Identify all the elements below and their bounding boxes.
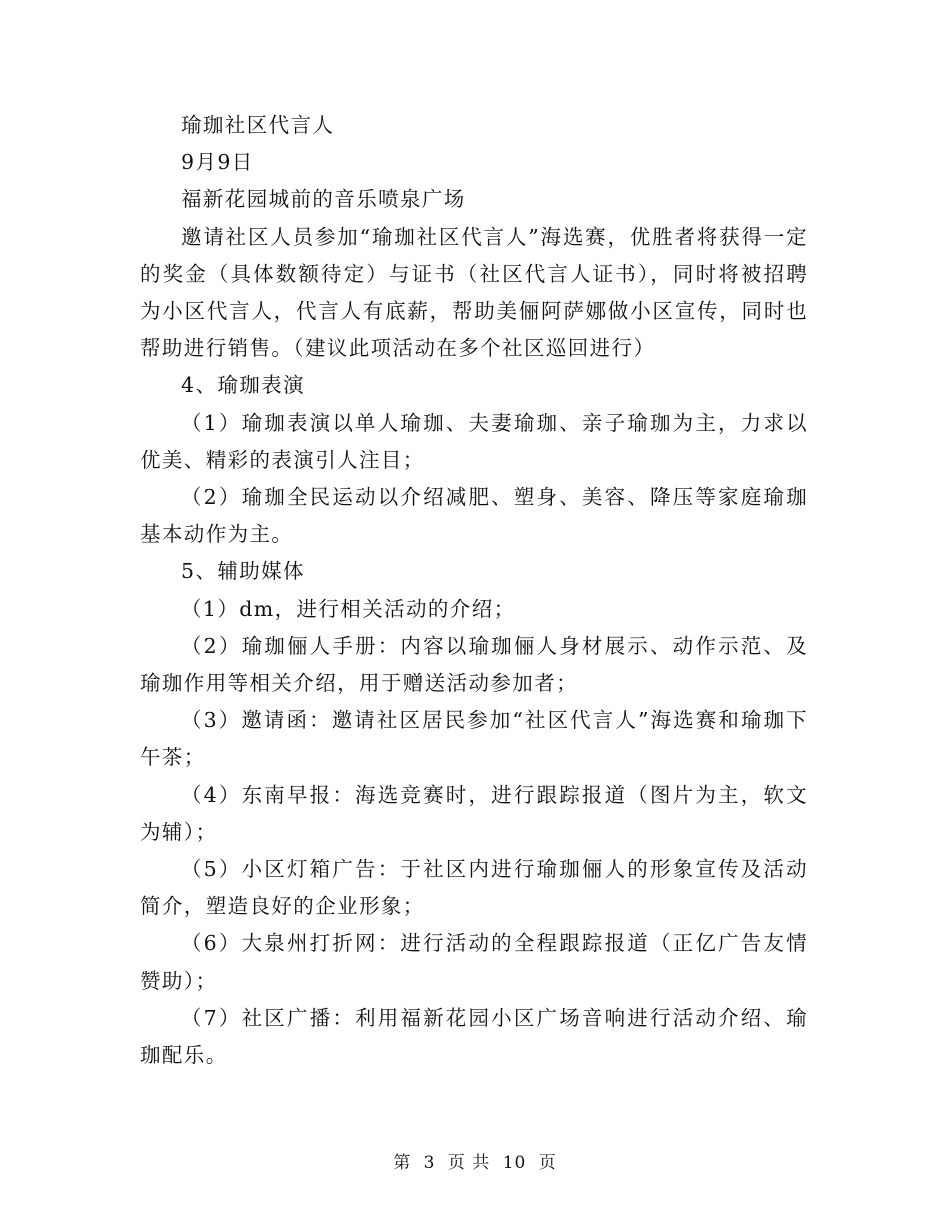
event-date: 9月9日: [181, 150, 254, 175]
list-item: （1）dm，进行相关活动的介绍；: [181, 596, 516, 621]
list-item: （1）瑜珈表演以单人瑜珈、夫妻瑜珈、亲子瑜珈为主，力求以优美、精彩的表演引人注目；: [140, 410, 808, 472]
event-description: 邀请社区人员参加“瑜珈社区代言人”海选赛，优胜者将获得一定的奖金（具体数额待定）与证书（社区代言人证书），同时将被招聘为小区代言人，代言人有底薪，帮助美俪阿萨娜做小区宣传，同时也帮助进行销售。（建议此项活动在多个社区巡回进行）: [140, 224, 808, 361]
list-item: （3）邀请函：邀请社区居民参加“社区代言人”海选赛和瑜珈下午茶；: [140, 708, 808, 770]
section-heading-media: 5、辅助媒体: [181, 559, 305, 584]
list-item: （7）社区广播：利用福新花园小区广场音响进行活动介绍、瑜珈配乐。: [140, 1005, 808, 1068]
list-item: （5）小区灯箱广告：于社区内进行瑜珈俪人的形象宣传及活动简介，塑造良好的企业形象；: [140, 857, 808, 919]
list-item: （2）瑜珈全民运动以介绍减肥、塑身、美容、降压等家庭瑜珈基本动作为主。: [140, 485, 808, 547]
list-item: （2）瑜珈俪人手册：内容以瑜珈俪人身材展示、动作示范、及瑜珈作用等相关介绍，用于赠送活动参加者；: [140, 633, 808, 696]
total-pages: 10: [502, 1153, 527, 1173]
page-footer: [0, 1151, 950, 1175]
page-number: 3: [423, 1153, 436, 1173]
section-heading-yoga-performance: 4、瑜珈表演: [181, 373, 305, 398]
footer-prefix: 第: [393, 1153, 412, 1173]
list-item: （6）大泉州打折网：进行活动的全程跟踪报道（正亿广告友情赞助）；: [140, 931, 808, 993]
event-name: 瑜珈社区代言人: [181, 113, 335, 137]
document-body: [140, 107, 808, 1074]
list-item: （4）东南早报：海选竞赛时，进行跟踪报道（图片为主，软文为辅）；: [140, 782, 808, 844]
footer-suffix: 页: [538, 1153, 557, 1173]
footer-middle: 页 共: [447, 1153, 491, 1173]
event-location: 福新花园城前的音乐喷泉广场: [181, 187, 466, 212]
